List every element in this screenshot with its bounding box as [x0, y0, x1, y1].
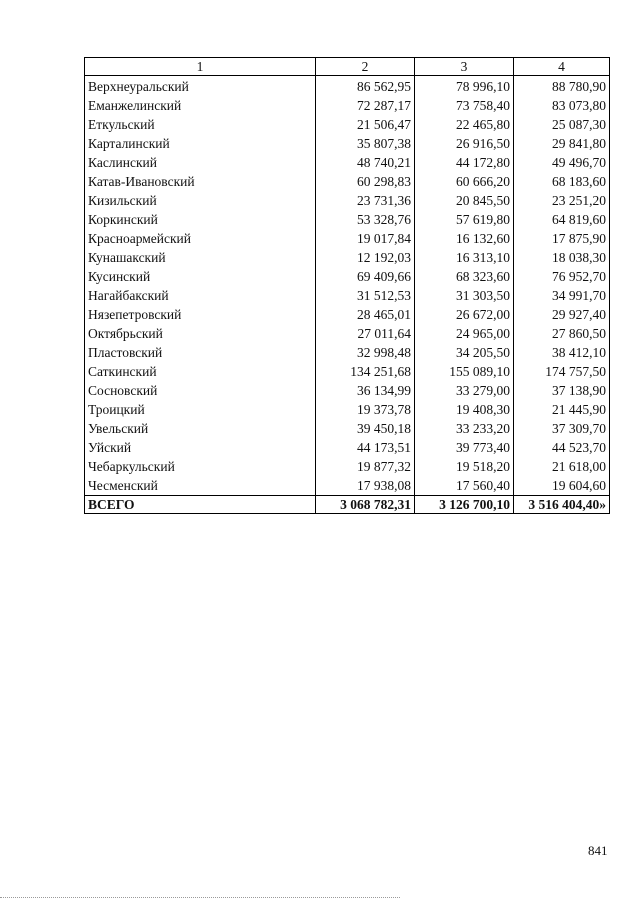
- district-name-cell: Коркинский: [85, 210, 316, 229]
- table-row: [85, 305, 610, 324]
- district-name-cell: Чебаркульский: [85, 457, 316, 476]
- column-header-2: 2: [316, 58, 415, 76]
- table-row: [85, 172, 610, 191]
- value-cell-col3: 16 313,10: [415, 248, 514, 267]
- column-header-3: 3: [415, 58, 514, 76]
- district-name-cell: Октябрьский: [85, 324, 316, 343]
- value-cell-col4: 44 523,70: [514, 438, 610, 457]
- value-cell-col2: 35 807,38: [316, 134, 415, 153]
- value-cell-col3: 26 916,50: [415, 134, 514, 153]
- table-row: [85, 457, 610, 476]
- value-cell-col2: 12 192,03: [316, 248, 415, 267]
- value-cell-col3: 39 773,40: [415, 438, 514, 457]
- value-cell-col2: 17 938,08: [316, 476, 415, 496]
- total-label: ВСЕГО: [85, 496, 316, 514]
- value-cell-col4: 34 991,70: [514, 286, 610, 305]
- value-cell-col2: 19 373,78: [316, 400, 415, 419]
- value-cell-col2: 69 409,66: [316, 267, 415, 286]
- table-row: [85, 438, 610, 457]
- column-header-1: 1: [85, 58, 316, 76]
- district-name-cell: Чесменский: [85, 476, 316, 496]
- district-name-cell: Увельский: [85, 419, 316, 438]
- table-row: [85, 362, 610, 381]
- value-cell-col3: 78 996,10: [415, 76, 514, 97]
- value-cell-col3: 73 758,40: [415, 96, 514, 115]
- value-cell-col3: 16 132,60: [415, 229, 514, 248]
- page-number: 841: [588, 843, 608, 858]
- value-cell-col2: 32 998,48: [316, 343, 415, 362]
- table-row: [85, 76, 610, 97]
- value-cell-col4: 17 875,90: [514, 229, 610, 248]
- value-cell-col2: 31 512,53: [316, 286, 415, 305]
- value-cell-col3: 33 233,20: [415, 419, 514, 438]
- value-cell-col4: 21 618,00: [514, 457, 610, 476]
- value-cell-col3: 20 845,50: [415, 191, 514, 210]
- table-row: [85, 381, 610, 400]
- district-name-cell: Еткульский: [85, 115, 316, 134]
- value-cell-col2: 48 740,21: [316, 153, 415, 172]
- value-cell-col3: 19 518,20: [415, 457, 514, 476]
- value-cell-col2: 60 298,83: [316, 172, 415, 191]
- district-name-cell: Каслинский: [85, 153, 316, 172]
- table-row: [85, 229, 610, 248]
- value-cell-col2: 27 011,64: [316, 324, 415, 343]
- footer-divider: [0, 897, 400, 898]
- district-name-cell: Пластовский: [85, 343, 316, 362]
- total-value-col3: 3 126 700,10: [415, 496, 514, 514]
- district-name-cell: Верхнеуральский: [85, 76, 316, 97]
- value-cell-col3: 19 408,30: [415, 400, 514, 419]
- value-cell-col4: 37 309,70: [514, 419, 610, 438]
- value-cell-col2: 134 251,68: [316, 362, 415, 381]
- value-cell-col4: 29 841,80: [514, 134, 610, 153]
- header-row: [85, 58, 610, 76]
- value-cell-col4: 19 604,60: [514, 476, 610, 496]
- value-cell-col4: 49 496,70: [514, 153, 610, 172]
- value-cell-col3: 57 619,80: [415, 210, 514, 229]
- district-name-cell: Кусинский: [85, 267, 316, 286]
- value-cell-col4: 83 073,80: [514, 96, 610, 115]
- value-cell-col3: 24 965,00: [415, 324, 514, 343]
- value-cell-col3: 33 279,00: [415, 381, 514, 400]
- value-cell-col3: 60 666,20: [415, 172, 514, 191]
- table-row: [85, 153, 610, 172]
- value-cell-col2: 86 562,95: [316, 76, 415, 97]
- table-row: [85, 134, 610, 153]
- value-cell-col4: 68 183,60: [514, 172, 610, 191]
- district-name-cell: Карталинский: [85, 134, 316, 153]
- district-name-cell: Уйский: [85, 438, 316, 457]
- district-name-cell: Троицкий: [85, 400, 316, 419]
- value-cell-col2: 21 506,47: [316, 115, 415, 134]
- value-cell-col3: 155 089,10: [415, 362, 514, 381]
- table-row: [85, 419, 610, 438]
- table-header: [85, 58, 610, 76]
- district-name-cell: Саткинский: [85, 362, 316, 381]
- table-row: [85, 191, 610, 210]
- district-name-cell: Кунашакский: [85, 248, 316, 267]
- value-cell-col3: 26 672,00: [415, 305, 514, 324]
- value-cell-col4: 18 038,30: [514, 248, 610, 267]
- value-cell-col4: 29 927,40: [514, 305, 610, 324]
- district-name-cell: Еманжелинский: [85, 96, 316, 115]
- value-cell-col4: 38 412,10: [514, 343, 610, 362]
- value-cell-col4: 27 860,50: [514, 324, 610, 343]
- value-cell-col2: 53 328,76: [316, 210, 415, 229]
- value-cell-col4: 23 251,20: [514, 191, 610, 210]
- value-cell-col4: 37 138,90: [514, 381, 610, 400]
- table-row: [85, 286, 610, 305]
- value-cell-col3: 44 172,80: [415, 153, 514, 172]
- table-row: [85, 210, 610, 229]
- value-cell-col3: 34 205,50: [415, 343, 514, 362]
- value-cell-col2: 19 017,84: [316, 229, 415, 248]
- value-cell-col2: 39 450,18: [316, 419, 415, 438]
- data-table: [84, 57, 610, 514]
- value-cell-col3: 22 465,80: [415, 115, 514, 134]
- total-value-col2: 3 068 782,31: [316, 496, 415, 514]
- table-row: [85, 267, 610, 286]
- value-cell-col2: 19 877,32: [316, 457, 415, 476]
- table-row: [85, 248, 610, 267]
- value-cell-col3: 68 323,60: [415, 267, 514, 286]
- district-name-cell: Кизильский: [85, 191, 316, 210]
- column-header-4: 4: [514, 58, 610, 76]
- value-cell-col4: 64 819,60: [514, 210, 610, 229]
- value-cell-col2: 44 173,51: [316, 438, 415, 457]
- district-name-cell: Нагайбакский: [85, 286, 316, 305]
- value-cell-col3: 17 560,40: [415, 476, 514, 496]
- value-cell-col4: 88 780,90: [514, 76, 610, 97]
- table-row: [85, 476, 610, 496]
- value-cell-col2: 23 731,36: [316, 191, 415, 210]
- table-row: [85, 96, 610, 115]
- value-cell-col2: 28 465,01: [316, 305, 415, 324]
- value-cell-col4: 76 952,70: [514, 267, 610, 286]
- district-name-cell: Катав-Ивановский: [85, 172, 316, 191]
- table-body: [85, 76, 610, 496]
- table-row: [85, 324, 610, 343]
- table-footer: [85, 496, 610, 514]
- value-cell-col4: 21 445,90: [514, 400, 610, 419]
- district-name-cell: Нязепетровский: [85, 305, 316, 324]
- district-name-cell: Сосновский: [85, 381, 316, 400]
- district-name-cell: Красноармейский: [85, 229, 316, 248]
- total-value-col4: 3 516 404,40»: [514, 496, 610, 514]
- value-cell-col4: 174 757,50: [514, 362, 610, 381]
- value-cell-col2: 72 287,17: [316, 96, 415, 115]
- value-cell-col3: 31 303,50: [415, 286, 514, 305]
- total-row: [85, 496, 610, 514]
- value-cell-col2: 36 134,99: [316, 381, 415, 400]
- table-row: [85, 400, 610, 419]
- table-row: [85, 115, 610, 134]
- table-row: [85, 343, 610, 362]
- value-cell-col4: 25 087,30: [514, 115, 610, 134]
